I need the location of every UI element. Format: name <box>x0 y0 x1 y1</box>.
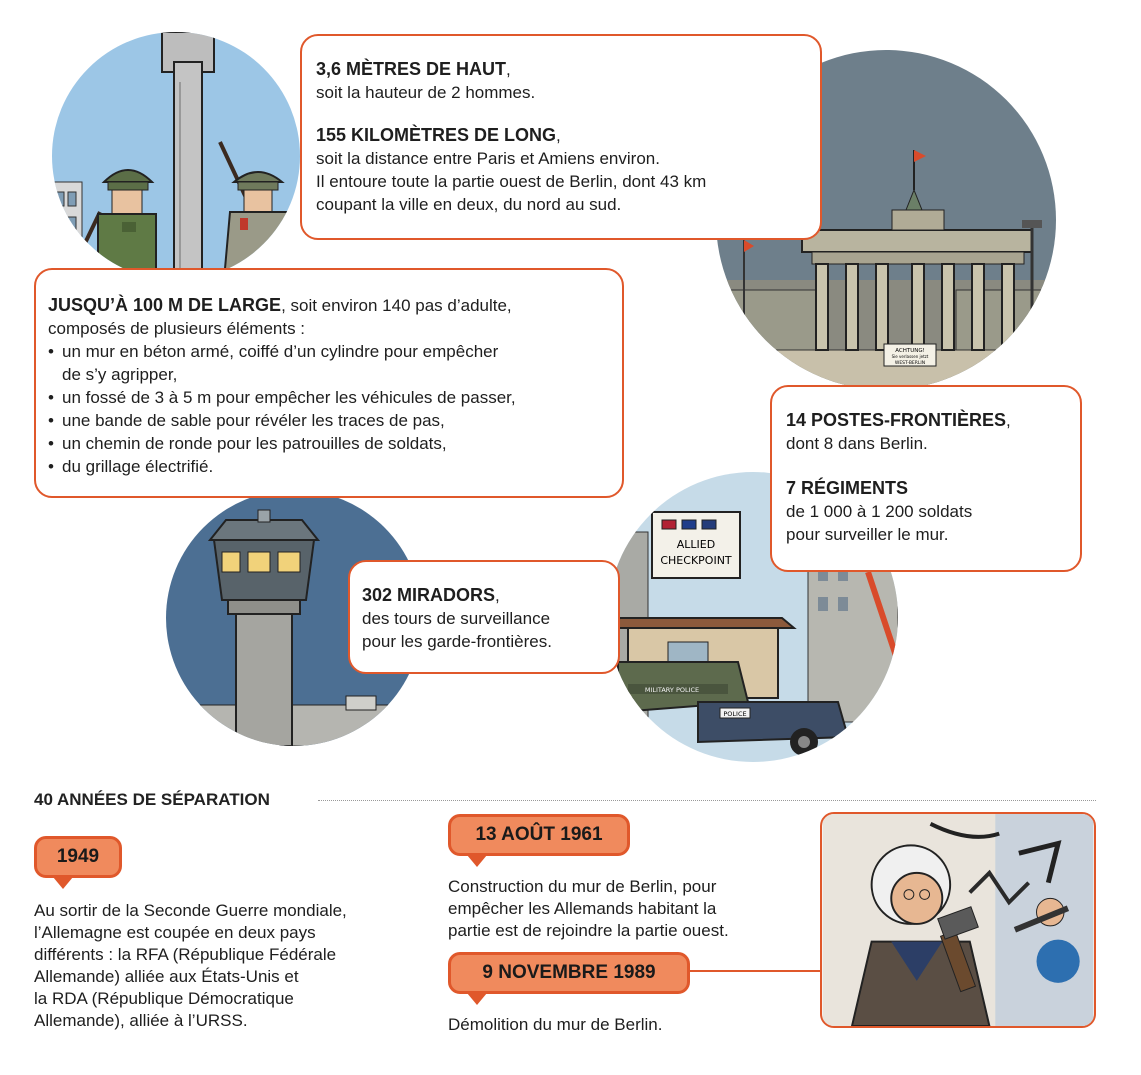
list-item-cont: de s’y agripper, <box>62 365 178 384</box>
demolition-illustration <box>820 812 1096 1028</box>
list-item: • un chemin de ronde pour les patrouilles de soldats, <box>48 432 610 455</box>
regiments-text2: pour surveiller le mur. <box>786 525 949 544</box>
connector-1989 <box>690 970 822 972</box>
width-title: JUSQU’À 100 M DE LARGE <box>48 295 282 315</box>
checkpoint-sign-line1: ALLIED <box>676 538 716 551</box>
list-item: • un fossé de 3 à 5 m pour empêcher les véhicules de passer, <box>48 386 610 409</box>
date-1961-tag: 13 AOÛT 1961 <box>448 814 630 856</box>
wall-elements-list <box>48 340 610 478</box>
height-title-line: 3,6 MÈTRES DE HAUT, <box>316 59 511 79</box>
year-1949-tag: 1949 <box>34 836 122 878</box>
length-title-line: 155 KILOMÈTRES DE LONG, <box>316 125 561 145</box>
checkpoint-sign-line2: CHECKPOINT <box>660 554 732 567</box>
soldiers-illustration <box>52 32 300 280</box>
height-length-box <box>300 34 822 240</box>
timeline-divider <box>318 800 1096 801</box>
posts-regiments-box <box>770 385 1082 572</box>
length-title: 155 KILOMÈTRES DE LONG <box>316 125 557 145</box>
regiments-title-line <box>786 477 1068 500</box>
posts-title-line: 14 POSTES-FRONTIÈRES, <box>786 410 1011 430</box>
regiments-text1: de 1 000 à 1 200 soldats <box>786 502 973 521</box>
width-title-line <box>48 294 610 317</box>
towers-title: 302 MIRADORS <box>362 585 496 605</box>
width-intro2: composés de plusieurs éléments : <box>48 319 306 338</box>
list-item: • du grillage électrifié. <box>48 455 610 478</box>
height-title: 3,6 MÈTRES DE HAUT <box>316 59 507 79</box>
gate-sign-line3: WEST-BERLIN <box>894 361 926 366</box>
height-text: soit la hauteur de 2 hommes. <box>316 83 536 102</box>
regiments-title: 7 RÉGIMENTS <box>786 478 909 498</box>
posts-title: 14 POSTES-FRONTIÈRES <box>786 410 1007 430</box>
towers-text2: pour les garde-frontières. <box>362 632 552 651</box>
list-item: • un mur en béton armé, coiffé d’un cylindre pour empêcher de s’y agripper, <box>48 340 610 386</box>
length-line3: coupant la ville en deux, du nord au sud. <box>316 195 622 214</box>
date-1989-tag: 9 NOVEMBRE 1989 <box>448 952 690 994</box>
text-1949: Au sortir de la Seconde Guerre mondiale, l’Allemagne est coupée en deux pays différents : la RFA (République Fédérale Allemande) alliée aux États-Unis et la RDA (République Démocratique Allemande), alliée à l’URSS. <box>34 901 347 1030</box>
towers-title-line: 302 MIRADORS, <box>362 585 500 605</box>
width-intro: , soit environ 140 pas d’adulte, <box>281 296 512 315</box>
gate-sign-line2: Sie verlassen jetzt <box>891 354 929 359</box>
car-label: POLICE <box>723 710 747 718</box>
posts-text: dont 8 dans Berlin. <box>786 434 928 453</box>
text-1989: Démolition du mur de Berlin. <box>448 1015 663 1034</box>
list-item: • une bande de sable pour révéler les traces de pas, <box>48 409 610 432</box>
towers-text1: des tours de surveillance <box>362 609 551 628</box>
gate-sign-line1: ACHTUNG! <box>895 348 925 354</box>
length-line1: soit la distance entre Paris et Amiens environ. <box>316 149 660 168</box>
jeep-label: MILITARY POLICE <box>644 686 700 694</box>
length-line2: Il entoure toute la partie ouest de Berlin, dont 43 km <box>316 172 707 191</box>
text-1961: Construction du mur de Berlin, pour empêcher les Allemands habitant la partie est de rejoindre la partie ouest. <box>448 877 729 940</box>
timeline-heading: 40 ANNÉES DE SÉPARATION <box>34 790 270 809</box>
width-box <box>34 268 624 498</box>
towers-box <box>348 560 620 674</box>
